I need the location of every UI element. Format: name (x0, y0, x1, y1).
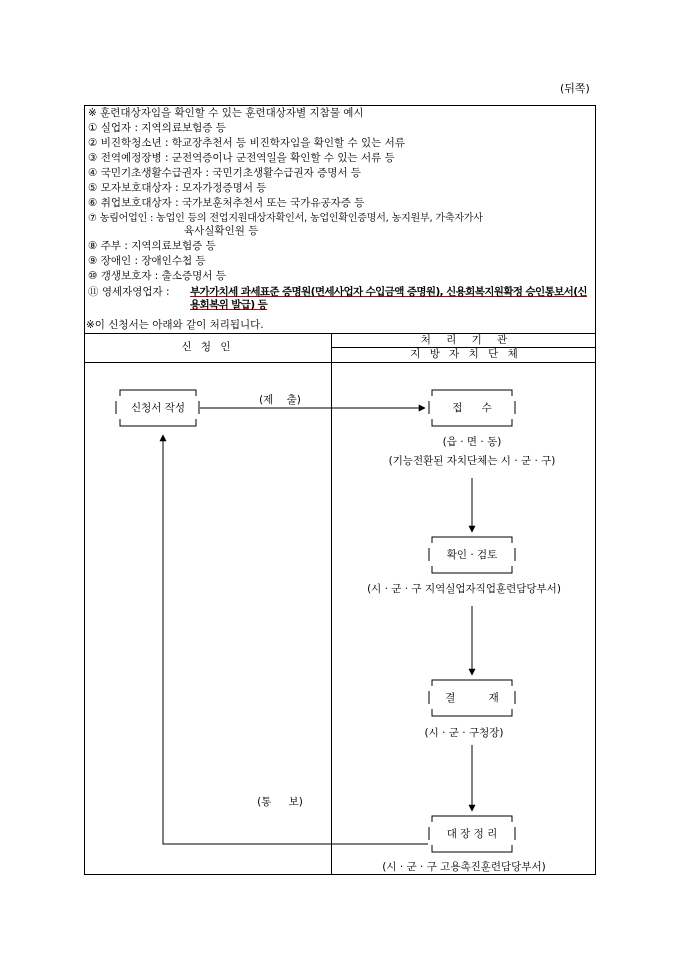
step-org: (읍 · 면 · 동) (442, 436, 502, 448)
note-item: ④ 국민기초생활수급권자 : 국민기초생활수급권자 증명서 등 (88, 167, 362, 179)
step-box-review: 확인 · 검토 (446, 549, 498, 561)
notes-title: ※ 훈련대상자임을 확인할 수 있는 훈련대상자별 지참물 예시 (88, 107, 364, 119)
note-item: ⑨ 장애인 : 장애인수첩 등 (88, 255, 206, 267)
notify-label: (통 보) (257, 796, 303, 808)
note-item-continued: 육사실확인원 등 (184, 225, 259, 237)
step-org: (시 · 군 · 구청장) (424, 727, 504, 739)
step-box-register: 대 장 정 리 (446, 828, 498, 840)
note-item: ② 비진학청소년 : 학교장추천서 등 비진학자임을 확인할 수 있는 서류 (88, 137, 405, 149)
notes-footer: ※이 신청서는 아래와 같이 처리됩니다. (86, 319, 264, 331)
step-box-approve: 결 재 (445, 692, 499, 704)
note-item: ① 실업자 : 지역의료보험증 등 (88, 122, 226, 134)
note-item-11-line1: 부가가치세 과세표준 증명원(면세사업자 수입금액 증명원), 신용회복지원확정 승인통보서(신 (190, 286, 587, 298)
page-side-label: (뒤쪽) (560, 82, 590, 95)
processor-header: 처 리 기 관 (420, 334, 508, 346)
notify-arrow (163, 435, 428, 844)
note-item-11-label: ⑪ 영세자영업자 : (88, 286, 170, 298)
note-item-11-line2: 용회복위 발급) 등 (190, 299, 268, 311)
note-item: ⑥ 취업보호대상자 : 국가보훈처추천서 또는 국가유공자증 등 (88, 197, 365, 209)
note-item: ⑦ 농림어업인 : 농업인 등의 전업지원대상자확인서, 농업인확인증명서, 농지원부, 가축자가사 (88, 213, 483, 224)
apply-box-label: 신청서 작성 (130, 402, 186, 414)
applicant-header: 신 청 인 (181, 341, 234, 353)
note-item: ③ 전역예정장병 : 군전역증이나 군전역일을 확인할 수 있는 서류 등 (88, 152, 395, 164)
step-org: (시 · 군 · 구 지역실업자직업훈련담당부서) (367, 583, 561, 595)
step-org: (기능전환된 자치단체는 시 · 군 · 구) (388, 455, 556, 467)
processor-subheader: 지 방 자 치 단 체 (410, 348, 518, 360)
note-item: ⑧ 주부 : 지역의료보험증 등 (88, 240, 216, 252)
submit-label: (제 출) (259, 394, 301, 406)
note-item: ⑤ 모자보호대상자 : 모자가정증명서 등 (88, 182, 267, 194)
step-box-receive: 접 수 (452, 402, 492, 414)
note-item: ⑩ 갱생보호자 : 출소증명서 등 (88, 270, 226, 282)
step-org: (시 · 군 · 구 고용촉진훈련담당부서) (382, 861, 546, 873)
